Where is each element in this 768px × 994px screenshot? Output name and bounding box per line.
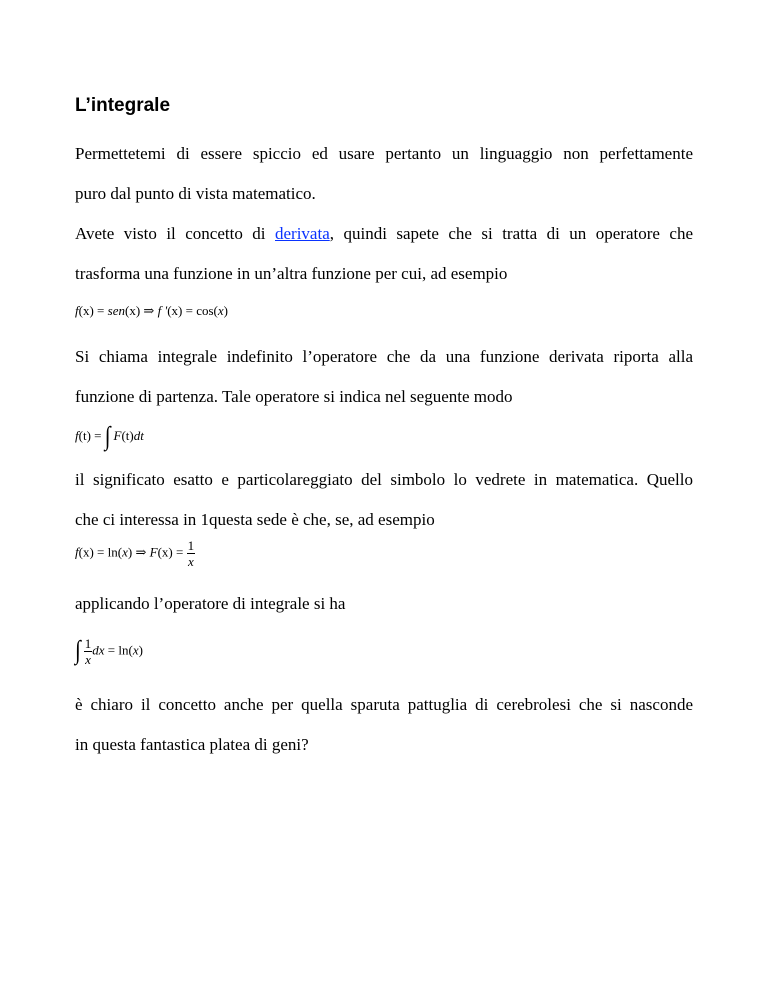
fraction bbox=[187, 538, 196, 569]
paragraph-line: in questa fantastica platea di geni? bbox=[75, 735, 309, 754]
paragraph-line: puro dal punto di vista matematico. bbox=[75, 184, 316, 203]
math-text: = bbox=[90, 428, 105, 443]
math-text: (x) bbox=[167, 303, 183, 318]
math-symbol: F bbox=[113, 428, 122, 443]
math-text: (x) bbox=[157, 544, 173, 560]
math-text: ) bbox=[127, 544, 133, 560]
math-symbol: F bbox=[149, 544, 158, 560]
fraction-denominator: x bbox=[187, 554, 194, 569]
math-text: = ln( bbox=[104, 642, 133, 658]
paragraph-line: Si chiama integrale indefinito l’operatore che da una funzione derivata riporta alla bbox=[75, 347, 693, 366]
fraction-denominator: x bbox=[85, 652, 91, 667]
integral-symbol: ∫ bbox=[104, 420, 111, 451]
paragraph-line: trasforma una funzione in un’altra funzione per cui, ad esempio bbox=[75, 264, 508, 283]
implies-symbol: ⇒ bbox=[132, 544, 150, 560]
paragraph-closing-question bbox=[75, 685, 693, 765]
math-symbol: x bbox=[122, 544, 128, 560]
paragraph-derivative bbox=[75, 214, 693, 294]
paragraph-integral-definition bbox=[75, 337, 693, 417]
math-symbol: x bbox=[132, 642, 139, 658]
paragraph-line bbox=[75, 214, 693, 254]
fraction-numerator: 1 bbox=[84, 636, 92, 651]
math-text: (x) bbox=[78, 303, 94, 318]
paragraph-line: il significato esatto e particolareggiato del simbolo lo vedrete in matematica. Quello bbox=[75, 470, 693, 489]
math-symbol: sen bbox=[107, 303, 125, 318]
paragraph-line: Permettetemi di essere spiccio ed usare pertanto un linguaggio non perfettamente bbox=[75, 144, 693, 163]
math-symbol: f bbox=[75, 544, 79, 560]
math-text: (x) bbox=[124, 303, 141, 318]
math-symbol: f ' bbox=[157, 303, 168, 318]
fraction-numerator: 1 bbox=[187, 538, 195, 553]
formula-ln-example bbox=[75, 538, 195, 569]
math-symbol: f bbox=[75, 428, 79, 443]
math-text: (t) bbox=[78, 428, 91, 443]
math-text: = ln( bbox=[93, 544, 123, 560]
formula-integral-ln bbox=[75, 636, 143, 667]
math-text: = cos( bbox=[182, 303, 218, 318]
math-symbol: x bbox=[217, 303, 224, 318]
math-text: = bbox=[93, 303, 108, 318]
paragraph-line: è chiaro il concetto anche per quella sparuta pattuglia di cerebrolesi che si nasconde bbox=[75, 695, 693, 714]
math-symbol: dt bbox=[133, 428, 144, 443]
implies-symbol: ⇒ bbox=[140, 303, 158, 318]
math-symbol: f bbox=[75, 303, 79, 318]
math-text: (t) bbox=[121, 428, 134, 443]
formula-derivative-example bbox=[75, 303, 228, 319]
paragraph-line: che ci interessa in 1questa sede è che, se, ad esempio bbox=[75, 510, 435, 529]
paragraph-intro bbox=[75, 134, 693, 214]
paragraph-line: applicando l’operatore di integrale si ha bbox=[75, 594, 346, 613]
text-run: Avete visto il concetto di bbox=[75, 224, 275, 243]
fraction bbox=[84, 636, 93, 667]
math-text: ) bbox=[138, 642, 143, 658]
page-title: L’integrale bbox=[75, 95, 171, 116]
integral-symbol: ∫ bbox=[75, 635, 81, 666]
math-text: ) bbox=[223, 303, 229, 318]
math-text: = bbox=[172, 544, 187, 560]
math-symbol: dx bbox=[92, 642, 105, 658]
derivata-link[interactable]: derivata bbox=[275, 224, 330, 243]
paragraph-meaning bbox=[75, 460, 693, 540]
paragraph-apply bbox=[75, 584, 693, 624]
text-run: , quindi sapete che si tratta di un operatore che bbox=[329, 224, 693, 243]
formula-integral-notation bbox=[75, 420, 144, 451]
math-text: (x) bbox=[78, 544, 94, 560]
paragraph-line: funzione di partenza. Tale operatore si indica nel seguente modo bbox=[75, 387, 513, 406]
